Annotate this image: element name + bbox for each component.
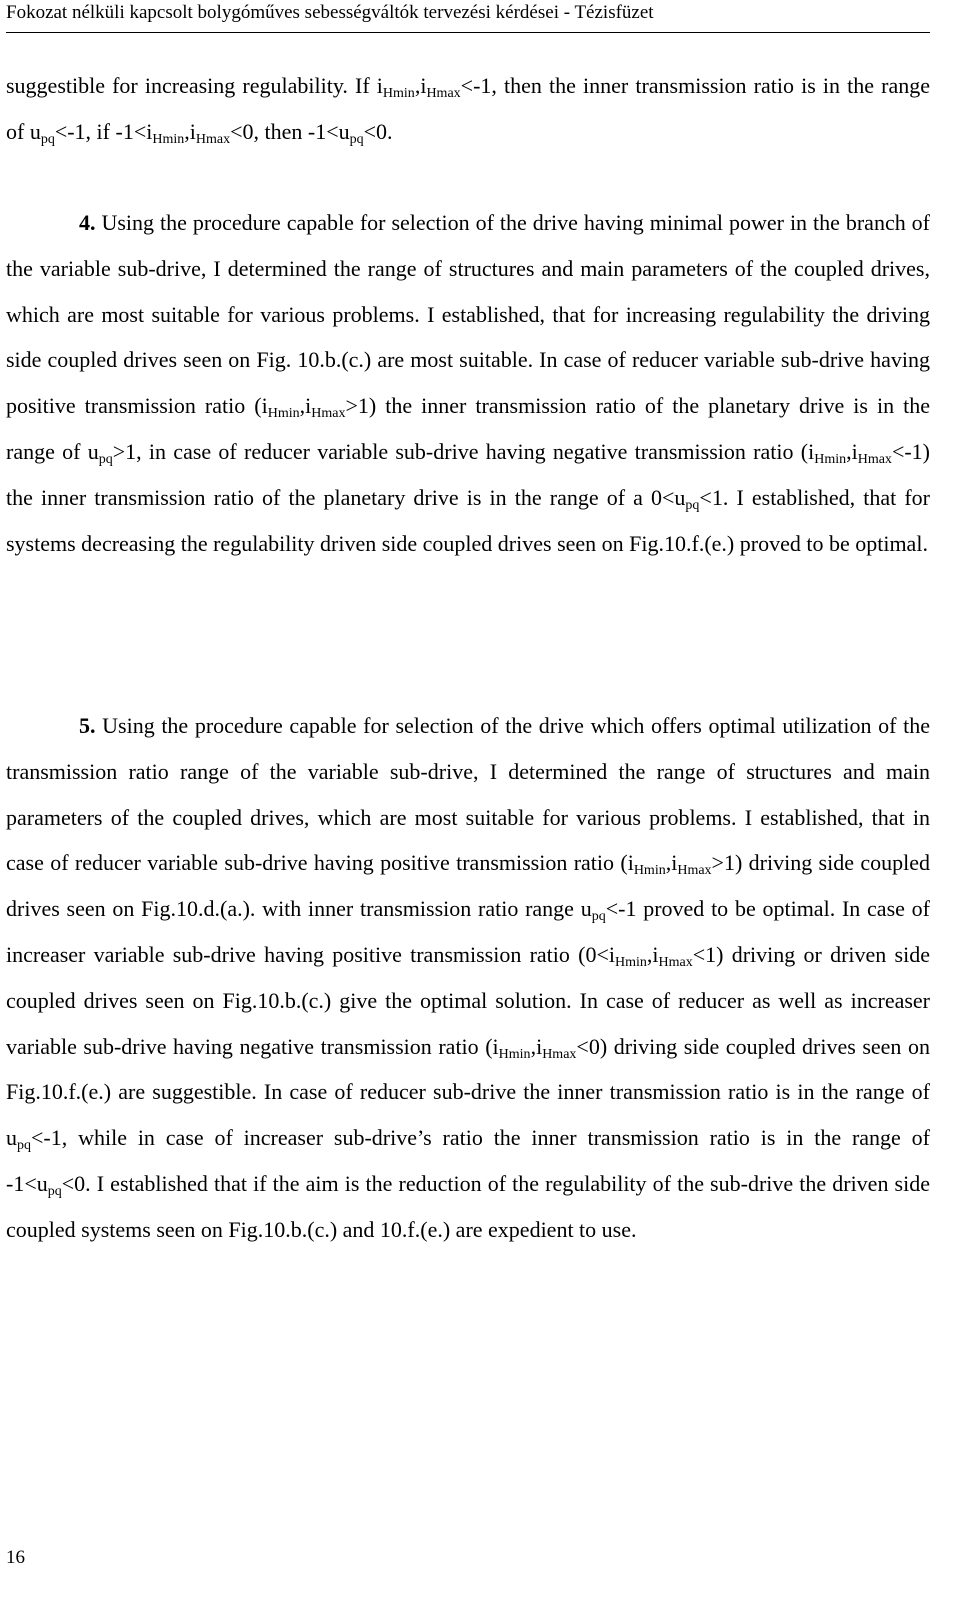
thesis-number: 5. bbox=[79, 713, 96, 738]
header-title: Fokozat nélküli kapcsolt bolygóműves sebességváltók tervezési kérdései - Tézisfüzet bbox=[6, 2, 654, 23]
page-number: 16 bbox=[6, 1547, 25, 1568]
running-header bbox=[6, 0, 930, 33]
paragraph-continuation: suggestible for increasing regulability. If $i_{Hmin},i_{Hmax}<-1$, then the inner transmission ratio is in the range of $u_{pq}<-1$, if $-1<i_{Hmin},i_{Hmax}<0$, then $-1<u_{pq}<0$. bbox=[6, 73, 931, 147]
thesis-number: 4. bbox=[79, 210, 96, 235]
thesis-paragraph-4: 4. Using the procedure capable for selection of the drive having minimal power in the branch of the variable sub-drive, I determined the range of structures and main parameters of the coupled drives, which are most suitable for various problems. I established, that for increasing regulability the driving side coupled drives seen on Fig. 10.b.(c.) are most suitable. In case of reducer variable sub-drive having positive transmission ratio $(i_{Hmin},i_{Hmax}>1)$ the inner transmission ratio of the planetary drive is in the range of $u_{pq}>1$, in case of reducer variable sub-drive having negative transmission ratio $(i_{Hmin},i_{Hmax}<-1)$ the inner transmission ratio of the planetary drive is in the range of a $0<u_{pq}<1$. I established, that for systems decreasing the regulability driven side coupled drives seen on Fig.10.f.(e.) proved to be optimal. bbox=[6, 210, 930, 556]
thesis-paragraph-5: 5. Using the procedure capable for selection of the drive which offers optimal utilization of the transmission ratio range of the variable sub-drive, I determined the range of structures and main parameters of the coupled drives, which are most suitable for various problems. I established, that in case of reducer variable sub-drive having positive transmission ratio $(i_{Hmin},i_{Hmax}>1)$ driving side coupled drives seen on Fig.10.d.(a.). with inner transmission ratio range $u_{pq}<-1$ proved to be optimal. In case of increaser variable sub-drive having positive transmission ratio $(0<i_{Hmin},i_{Hmax}<1)$ driving or driven side coupled drives seen on Fig.10.b.(c.) give the optimal solution. In case of reducer as well as increaser variable sub-drive having negative transmission ratio $(i_{Hmin},i_{Hmax}<0)$ driving side coupled drives seen on Fig.10.f.(e.) are suggestible. In case of reducer sub-drive the inner transmission ratio is in the range of $u_{pq}<-1$, while in case of increaser sub-drive’s ratio the inner transmission ratio is in the range of $-1<u_{pq}<0$. I established that if the aim is the reduction of the regulability of the sub-drive the driven side coupled systems seen on Fig.10.b.(c.) and 10.f.(e.) are expedient to use. bbox=[6, 713, 930, 1242]
